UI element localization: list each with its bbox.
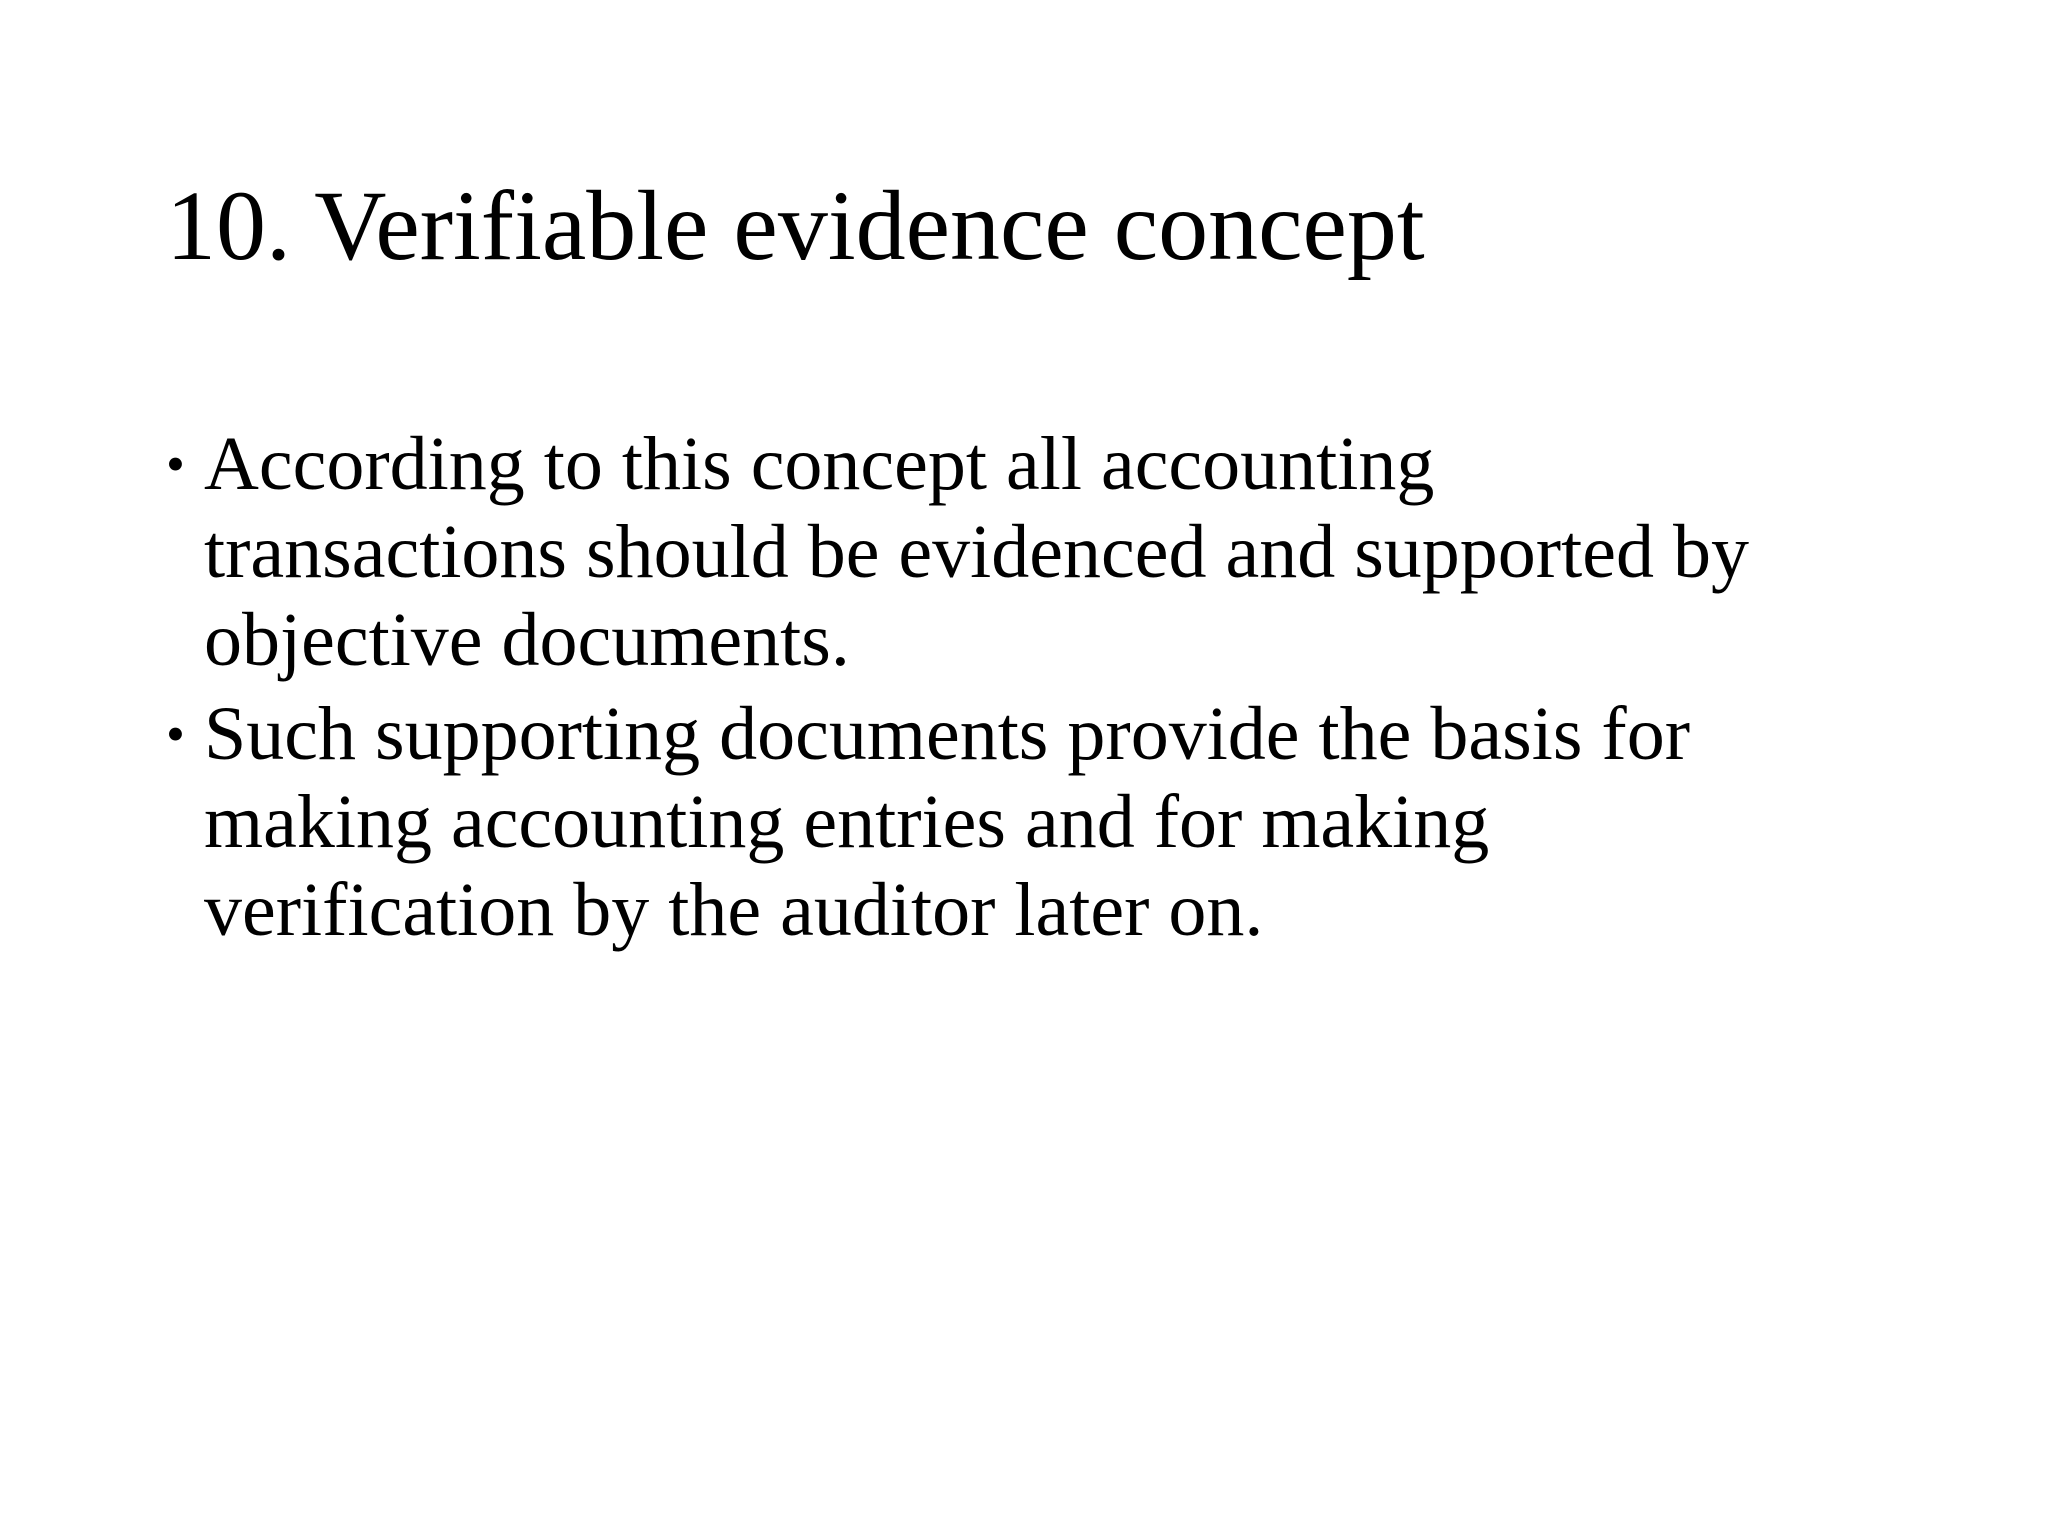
bullet-line: transactions should be evidenced and supported by	[204, 510, 1749, 594]
bullet-line: verification by the auditor later on.	[204, 868, 1264, 952]
bullet-marker: •	[166, 434, 185, 494]
bullet-line: According to this concept all accounting	[204, 422, 1435, 506]
slide-title: 10. Verifiable evidence concept	[166, 170, 1425, 281]
bullet-line: Such supporting documents provide the basis for	[204, 692, 1691, 776]
bullet-item	[166, 420, 1926, 684]
bullet-item	[166, 690, 1926, 954]
bullet-marker: •	[166, 704, 185, 764]
bullet-line: making accounting entries and for making	[204, 780, 1490, 864]
bullet-list	[166, 420, 1926, 960]
bullet-line: objective documents.	[204, 598, 850, 682]
